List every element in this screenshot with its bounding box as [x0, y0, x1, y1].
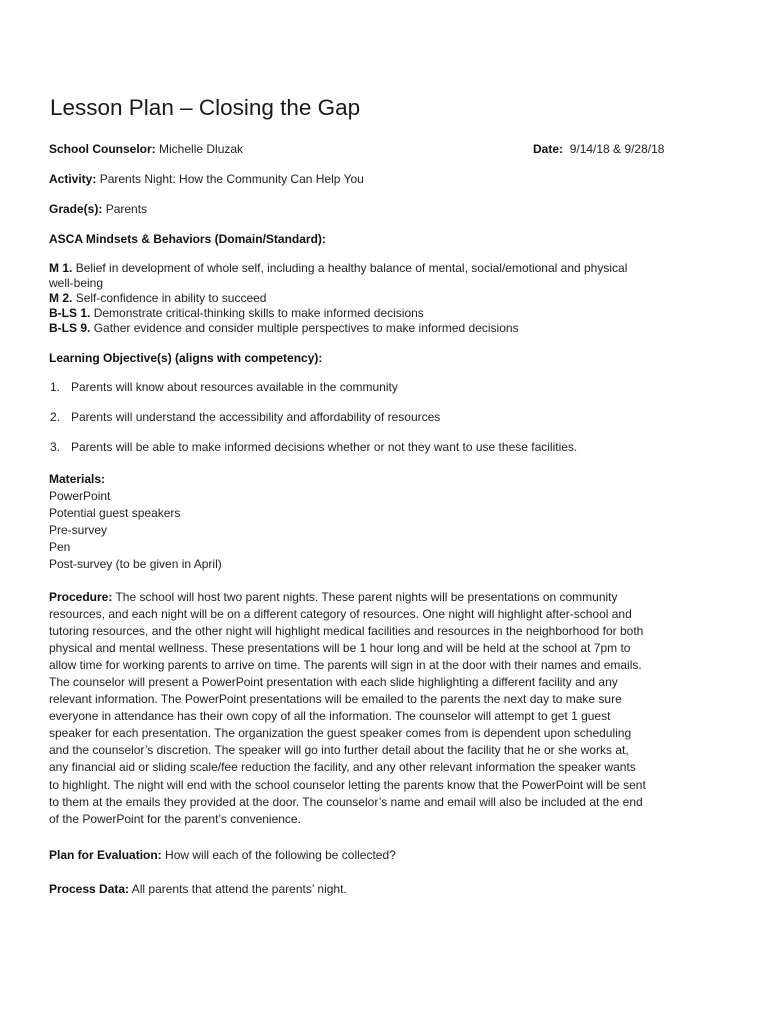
material-item: Potential guest speakers [49, 506, 181, 520]
procedure-line: resources, and each night will be on a different category of resources. One night will highlight after-school and [49, 607, 632, 622]
standard-code: B-LS 1. [49, 306, 91, 320]
standard-text: Self-confidence in ability to succeed [75, 291, 267, 305]
evaluation-row [49, 848, 396, 863]
counselor-row [49, 142, 243, 157]
evaluation-value: How will each of the following be collected? [165, 848, 396, 862]
date-label: Date: [533, 142, 564, 156]
date-row [533, 142, 664, 157]
standard-code: M 2. [49, 291, 73, 305]
material-item: Pre-survey [49, 523, 108, 537]
procedure-line [49, 589, 689, 606]
counselor-label: School Counselor: [49, 142, 156, 156]
standard-code: B-LS 9. [49, 321, 91, 335]
materials-section [49, 471, 222, 573]
procedure-section [49, 589, 689, 828]
grades-value: Parents [105, 202, 148, 216]
process-data-value: All parents that attend the parents’ night. [131, 882, 347, 896]
procedure-line: everyone in attendance has their own copy of all the information. The counselor will attempt to get 1 guest [49, 709, 611, 724]
process-data-label: Process Data: [49, 882, 130, 896]
activity-value: Parents Night: How the Community Can Help You [99, 172, 364, 186]
procedure-line: relevant information. The PowerPoint presentations will be emailed to the parents the next day to make sure [49, 692, 622, 707]
procedure-line: to them at the emails they provided at the door. The counselor’s name and email will also be included at the end [49, 794, 643, 809]
standard-item-continued [49, 276, 103, 291]
activity-label: Activity: [49, 172, 97, 186]
grades-row [49, 202, 147, 217]
procedure-line: physical and mental wellness. These presentations will be 1 hour long and will be held at the school at 7pm to [49, 641, 631, 656]
materials-heading: Materials: [49, 472, 106, 486]
procedure-line: allow time for working parents to arrive on time. The parents will sign in at the door with their names and emails. [49, 658, 642, 673]
standard-item [49, 291, 266, 306]
standard-item [49, 261, 627, 276]
procedure-label: Procedure: [49, 590, 113, 604]
material-item: Post-survey (to be given in April) [49, 557, 222, 571]
procedure-line: speaker for each presentation. The organization the guest speaker comes from is dependent upon scheduling [49, 726, 632, 741]
objective-text: Parents will be able to make informed decisions whether or not they want to use these facilities. [71, 440, 578, 454]
objective-text: Parents will understand the accessibility and affordability of resources [71, 410, 441, 424]
procedure-text: The school will host two parent nights. These parent nights will be presentations on community [112, 590, 618, 604]
objective-text: Parents will know about resources available in the community [71, 380, 398, 394]
page-title: Lesson Plan – Closing the Gap [50, 95, 361, 120]
objective-number: 2. [50, 410, 61, 424]
evaluation-label: Plan for Evaluation: [49, 848, 162, 862]
material-item: Pen [49, 540, 71, 554]
procedure-line: to highlight. The night will end with the school counselor letting the parents know that the PowerPoint will be sent [49, 777, 646, 792]
process-data-row [49, 882, 347, 897]
objective-item [50, 440, 577, 455]
procedure-line: The counselor will present a PowerPoint presentation with each slide highlighting a different facility and any [49, 675, 618, 690]
objective-item [50, 410, 440, 425]
standard-text: Belief in development of whole self, including a healthy balance of mental, social/emotional and physical [75, 261, 628, 275]
counselor-value: Michelle Dluzak [159, 142, 244, 156]
procedure-line: and the counselor’s discretion. The speaker will go into further detail about the facility that he or she works at, [49, 743, 629, 758]
date-value: 9/14/18 & 9/28/18 [569, 142, 665, 156]
grades-label: Grade(s): [49, 202, 103, 216]
standard-text: Gather evidence and consider multiple perspectives to make informed decisions [93, 321, 519, 335]
standard-item [49, 306, 424, 321]
objective-number: 3. [50, 440, 61, 454]
objective-number: 1. [50, 380, 61, 394]
activity-row [49, 172, 364, 187]
standard-item [49, 321, 519, 336]
material-item: PowerPoint [49, 489, 111, 503]
asca-heading: ASCA Mindsets & Behaviors (Domain/Standard): [49, 232, 326, 246]
objective-item [50, 380, 398, 395]
standard-text: Demonstrate critical-thinking skills to make informed decisions [93, 306, 424, 320]
objectives-heading: Learning Objective(s) (aligns with competency): [49, 351, 323, 365]
standard-text: well-being [49, 276, 104, 290]
procedure-line: of the PowerPoint for the parent’s convenience. [49, 811, 301, 826]
procedure-line: tutoring resources, and the other night will highlight medical facilities and resources in the neighborhood for both [49, 624, 644, 639]
procedure-line: any financial aid or sliding scale/fee reduction the facility, and any other relevant information the speaker wants [49, 760, 636, 775]
standard-code: M 1. [49, 261, 73, 275]
